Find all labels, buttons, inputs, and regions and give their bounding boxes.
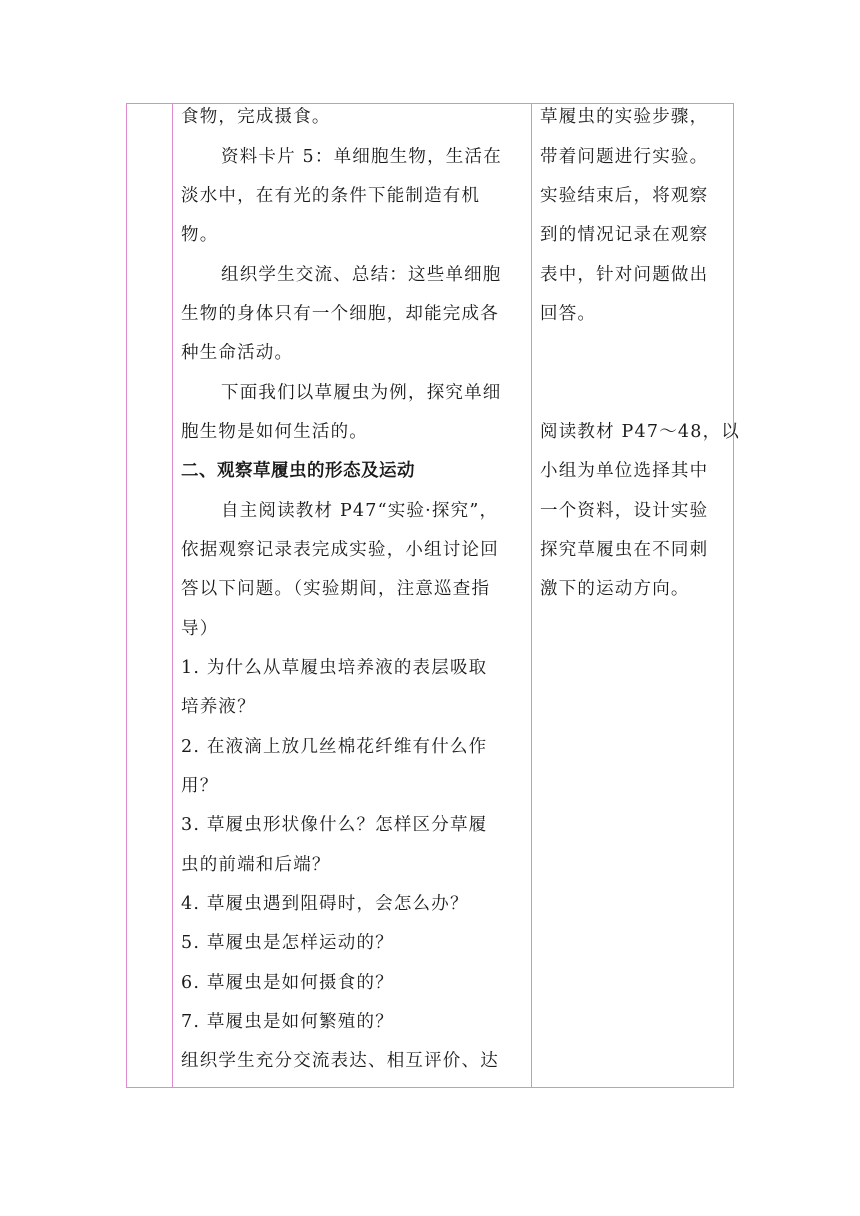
section-heading: 二、观察草履虫的形态及运动 [181, 461, 415, 481]
text-line: 淡水中，在有光的条件下能制造有机 [181, 186, 481, 206]
text-line: 激下的运动方向。 [540, 579, 690, 599]
text-line: 种生命活动。 [181, 343, 294, 363]
text-line: 食物，完成摄食。 [181, 107, 331, 127]
text-line: 下面我们以草履虫为例，探究单细 [221, 383, 502, 403]
text-line: 组织学生交流、总结：这些单细胞 [221, 265, 502, 285]
text-line: 资料卡片 5：单细胞生物，生活在 [221, 147, 502, 167]
text-line: 一个资料，设计实验 [540, 501, 709, 521]
text-line: 物。 [181, 225, 219, 245]
text-line: 带着问题进行实验。 [540, 147, 709, 167]
text-line: 草履虫的实验步骤， [540, 107, 709, 127]
question-4: 4. 草履虫遇到阻碍时，会怎么办？ [181, 894, 469, 914]
question-3-cont: 虫的前端和后端？ [181, 855, 331, 875]
question-1: 1. 为什么从草履虫培养液的表层吸取 [181, 658, 488, 678]
text-line: 组织学生充分交流表达、相互评价、达 [181, 1051, 499, 1071]
text-line: 依据观察记录表完成实验，小组讨论回 [181, 540, 499, 560]
text-line: 自主阅读教材 P47“实验·探究”， [221, 501, 499, 521]
question-1-cont: 培养液？ [181, 697, 256, 717]
text-line: 答以下问题。（实验期间，注意巡查指 [181, 579, 491, 599]
column-divider-left [172, 104, 173, 1087]
question-6: 6. 草履虫是如何摄食的？ [181, 973, 394, 993]
text-line: 阅读教材 P47～48，以 [540, 422, 740, 442]
text-line: 导） [181, 619, 219, 639]
text-line: 胞生物是如何生活的。 [181, 422, 368, 442]
text-line: 小组为单位选择其中 [540, 461, 709, 481]
text-line: 回答。 [540, 304, 597, 324]
text-line: 表中，针对问题做出 [540, 265, 709, 285]
column-divider-right [531, 104, 532, 1087]
question-2: 2. 在液滴上放几丝棉花纤维有什么作 [181, 737, 488, 757]
question-3: 3. 草履虫形状像什么？怎样区分草履 [181, 815, 488, 835]
text-line: 到的情况记录在观察 [540, 225, 709, 245]
text-line: 生物的身体只有一个细胞，却能完成各 [181, 304, 499, 324]
text-line: 实验结束后，将观察 [540, 186, 709, 206]
question-2-cont: 用？ [181, 776, 219, 796]
text-line: 探究草履虫在不同刺 [540, 540, 709, 560]
question-5: 5. 草履虫是怎样运动的？ [181, 933, 394, 953]
question-7: 7. 草履虫是如何繁殖的？ [181, 1012, 394, 1032]
